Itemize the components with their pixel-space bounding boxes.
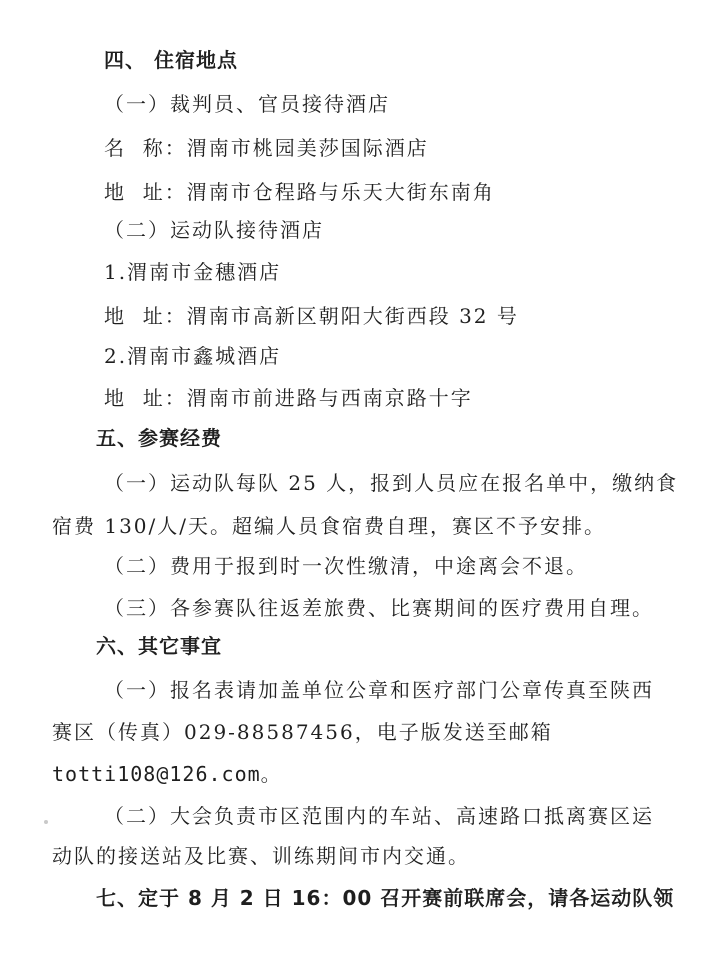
address-label: 地 址：: [104, 386, 187, 410]
name-label: 名 称：: [104, 136, 187, 160]
section-5-paragraph-2: （二）费用于报到时一次性缴清，中途离会不退。: [104, 554, 588, 578]
address-value: 渭南市高新区朝阳大街西段 32 号: [186, 304, 519, 328]
referee-hotel-address-row: [104, 178, 495, 206]
section-5-paragraph-1-line-1: （一）运动队每队 25 人，报到人员应在报名单中，缴纳食: [104, 471, 679, 495]
section-6-paragraph-1-line-2: 赛区（传真）029-88587456，电子版发送至邮箱: [52, 720, 553, 744]
address-value: 渭南市前进路与西南京路十字: [186, 386, 473, 410]
section-4-heading: 四、 住宿地点: [104, 48, 238, 72]
section-6-paragraph-2-line-1: （二）大会负责市区范围内的车站、高速路口抵离赛区运: [104, 804, 654, 828]
section-7-line: 七、定于 8 月 2 日 16：00 召开赛前联席会，请各运动队领: [96, 886, 675, 910]
section-5-paragraph-3: （三）各参赛队往返差旅费、比赛期间的医疗费用自理。: [104, 596, 654, 620]
referee-hotel-name-row: [104, 134, 429, 162]
section-5-heading: 五、参赛经费: [96, 426, 222, 450]
team-hotel-2: 2.渭南市鑫城酒店: [104, 344, 282, 368]
section-6-paragraph-2-line-2: 动队的接送站及比赛、训练期间市内交通。: [52, 844, 470, 868]
section-6-paragraph-1-line-1: （一）报名表请加盖单位公章和医疗部门公章传真至陕西: [104, 678, 654, 702]
address-value: 渭南市仓程路与乐天大街东南角: [186, 180, 495, 204]
section-4-subheading-1: （一）裁判员、官员接待酒店: [104, 92, 390, 116]
team-hotel-1-address-row: [104, 302, 519, 330]
section-5-paragraph-1-line-2: 宿费 130/人/天。超编人员食宿费自理，赛区不予安排。: [52, 514, 607, 538]
scan-speck: [44, 820, 48, 824]
address-label: 地 址：: [104, 180, 187, 204]
team-hotel-1: 1.渭南市金穗酒店: [104, 260, 282, 284]
team-hotel-2-address-row: [104, 384, 473, 412]
section-6-paragraph-1-line-3: totti108@126.com。: [52, 762, 282, 786]
section-4-subheading-2: （二）运动队接待酒店: [104, 218, 324, 242]
name-value: 渭南市桃园美莎国际酒店: [186, 136, 429, 160]
section-6-heading: 六、其它事宜: [96, 634, 222, 658]
address-label: 地 址：: [104, 304, 187, 328]
